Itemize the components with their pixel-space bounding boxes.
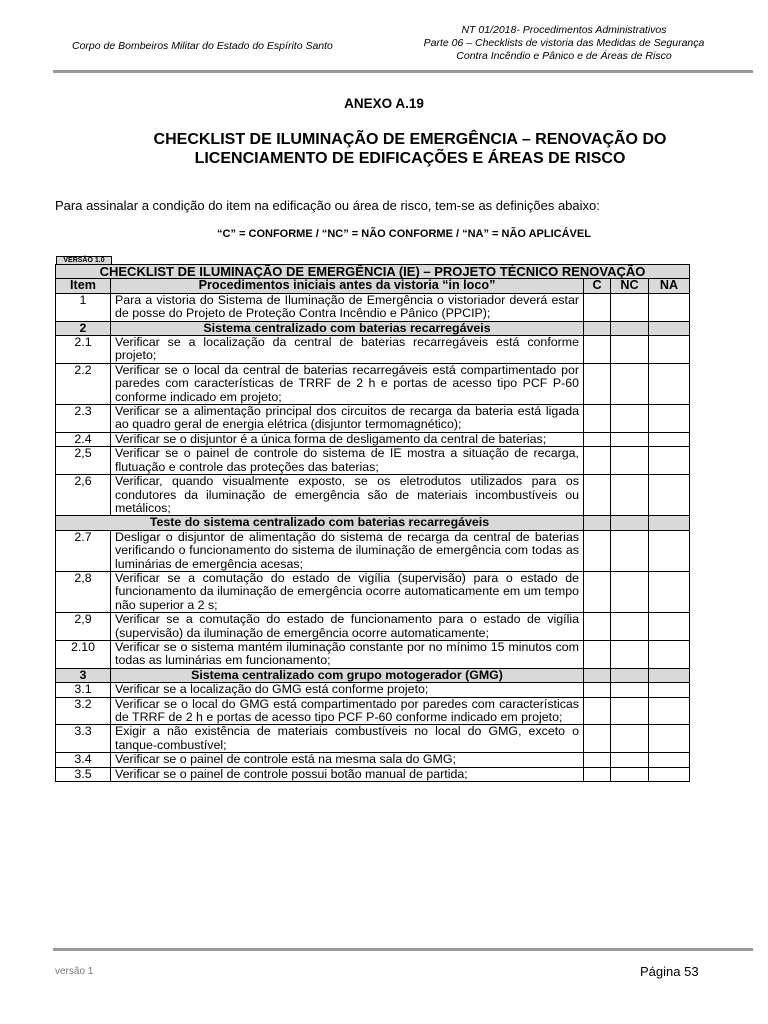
checkbox-cell-na[interactable] xyxy=(649,613,690,641)
document-title-line2: LICENCIAMENTO DE EDIFICAÇÕES E ÁREAS DE RISCO xyxy=(194,150,626,167)
intro-text: Para assinalar a condição do item na edificação ou área de risco, tem-se as definições abaixo: xyxy=(55,198,600,213)
item-number: 3.1 xyxy=(56,683,111,697)
checkbox-cell-c[interactable] xyxy=(584,753,611,767)
checkbox-cell-na[interactable] xyxy=(649,640,690,668)
table-row xyxy=(56,293,690,321)
checkbox-cell-nc[interactable] xyxy=(611,767,649,781)
checkbox-cell-na[interactable] xyxy=(649,293,690,321)
checkbox-cell-c[interactable] xyxy=(584,475,611,516)
section-cell-nc xyxy=(611,516,649,530)
checkbox-cell-nc[interactable] xyxy=(611,293,649,321)
table-title: CHECKLIST DE ILUMINAÇÃO DE EMERGÊNCIA (IE) – PROJETO TÉCNICO RENOVAÇÃO xyxy=(56,265,690,279)
header-nt-reference xyxy=(395,24,733,63)
table-row xyxy=(56,697,690,725)
section-row xyxy=(56,668,690,682)
checkbox-cell-nc[interactable] xyxy=(611,613,649,641)
header-nt-line2: Parte 06 – Checklists de vistoria das Medidas de Segurança xyxy=(423,37,705,49)
checkbox-cell-na[interactable] xyxy=(649,432,690,446)
checkbox-cell-na[interactable] xyxy=(649,571,690,612)
checkbox-cell-nc[interactable] xyxy=(611,640,649,668)
item-number: 2.7 xyxy=(56,530,111,571)
item-description: Verificar se a localização da central de baterias recarregáveis está conforme projeto; xyxy=(111,336,584,364)
item-number: 3.5 xyxy=(56,767,111,781)
checkbox-cell-nc[interactable] xyxy=(611,363,649,404)
checkbox-cell-nc[interactable] xyxy=(611,432,649,446)
checkbox-cell-na[interactable] xyxy=(649,363,690,404)
header-nt-line3: Contra Incêndio e Pânico e de Áreas de Risco xyxy=(456,50,672,62)
section-row xyxy=(56,516,690,530)
checkbox-cell-c[interactable] xyxy=(584,405,611,433)
column-header-procedures: Procedimentos iniciais antes da vistoria “in loco” xyxy=(111,279,584,293)
table-row xyxy=(56,753,690,767)
checkbox-cell-nc[interactable] xyxy=(611,530,649,571)
table-row xyxy=(56,571,690,612)
checkbox-cell-c[interactable] xyxy=(584,767,611,781)
item-description: Verificar se o painel de controle do sistema de IE mostra a situação de recarga, flutuação e controle das proteções das baterias; xyxy=(111,447,584,475)
checkbox-cell-na[interactable] xyxy=(649,725,690,753)
table-row xyxy=(56,475,690,516)
item-number: 2.4 xyxy=(56,432,111,446)
column-header-na: NA xyxy=(649,279,690,293)
checkbox-cell-na[interactable] xyxy=(649,405,690,433)
item-description: Verificar se o disjuntor é a única forma de desligamento da central de baterias; xyxy=(111,432,584,446)
item-description: Verificar, quando visualmente exposto, se os eletrodutos utilizados para os condutores da iluminação de emergência são de materiais incombustíveis ou metálicos; xyxy=(111,475,584,516)
item-description: Exigir a não existência de materiais combustíveis no local do GMG, exceto o tanque-combustível; xyxy=(111,725,584,753)
item-description: Verificar se o painel de controle está na mesma sala do GMG; xyxy=(111,753,584,767)
section-row xyxy=(56,321,690,335)
item-description: Verificar se a alimentação principal dos circuitos de recarga da bateria está ligada ao quadro geral de energia elétrica (disjuntor termomagnético); xyxy=(111,405,584,433)
item-number: 2.1 xyxy=(56,336,111,364)
item-description: Verificar se o local do GMG está compartimentado por paredes com características de TRRF de 2 h e portas de acesso tipo PCF P-60 conforme indicado em projeto; xyxy=(111,697,584,725)
column-header-c: C xyxy=(584,279,611,293)
section-number: 2 xyxy=(56,321,111,335)
item-description: Verificar se a comutação do estado de funcionamento para o estado de vigília (supervisão) da iluminação de emergência ocorre automaticamente; xyxy=(111,613,584,641)
table-row xyxy=(56,767,690,781)
table-row xyxy=(56,447,690,475)
item-number: 2.2 xyxy=(56,363,111,404)
item-number: 2.3 xyxy=(56,405,111,433)
table-header-row xyxy=(56,279,690,293)
checkbox-cell-nc[interactable] xyxy=(611,447,649,475)
item-description: Verificar se o sistema mantém iluminação constante por no mínimo 15 minutos com todas as luminárias em funcionamento; xyxy=(111,640,584,668)
checkbox-cell-c[interactable] xyxy=(584,613,611,641)
column-header-item: Item xyxy=(56,279,111,293)
item-description: Para a vistoria do Sistema de Iluminação de Emergência o vistoriador deverá estar de posse do Projeto de Proteção Contra Incêndio e Pânico (PPCIP); xyxy=(111,293,584,321)
item-description: Verificar se a localização do GMG está conforme projeto; xyxy=(111,683,584,697)
checkbox-cell-na[interactable] xyxy=(649,767,690,781)
header-nt-line1: NT 01/2018- Procedimentos Administrativos xyxy=(461,24,667,36)
item-number: 3.2 xyxy=(56,697,111,725)
checkbox-cell-na[interactable] xyxy=(649,530,690,571)
checkbox-cell-nc[interactable] xyxy=(611,475,649,516)
table-row xyxy=(56,640,690,668)
footer-divider xyxy=(53,948,753,951)
item-description: Verificar se a comutação do estado de vigília (supervisão) para o estado de funcionamento da iluminação de emergência ocorre automaticamente em um tempo não superior a 2 s; xyxy=(111,571,584,612)
item-number: 2.10 xyxy=(56,640,111,668)
item-number: 2,5 xyxy=(56,447,111,475)
checkbox-cell-na[interactable] xyxy=(649,753,690,767)
header-divider xyxy=(53,70,753,73)
table-row xyxy=(56,683,690,697)
table-row xyxy=(56,725,690,753)
section-cell-c xyxy=(584,321,611,335)
document-title xyxy=(90,130,730,168)
section-cell-c xyxy=(584,668,611,682)
table-row xyxy=(56,530,690,571)
table-row xyxy=(56,432,690,446)
footer-version: versão 1 xyxy=(55,966,94,977)
checkbox-cell-na[interactable] xyxy=(649,336,690,364)
annex-label: ANEXO A.19 xyxy=(344,96,424,111)
checkbox-cell-c[interactable] xyxy=(584,571,611,612)
item-number: 2,8 xyxy=(56,571,111,612)
checkbox-cell-c[interactable] xyxy=(584,447,611,475)
item-description: Verificar se o local da central de baterias recarregáveis está compartimentado por paredes com características de TRRF de 2 h e portas de acesso tipo PCF P-60 conforme indicado em projeto; xyxy=(111,363,584,404)
header-organization: Corpo de Bombeiros Militar do Estado do Espírito Santo xyxy=(72,40,333,52)
section-cell-na xyxy=(649,668,690,682)
checkbox-cell-na[interactable] xyxy=(649,683,690,697)
item-number: 2,9 xyxy=(56,613,111,641)
checkbox-cell-na[interactable] xyxy=(649,697,690,725)
checkbox-cell-c[interactable] xyxy=(584,683,611,697)
checkbox-cell-nc[interactable] xyxy=(611,697,649,725)
checkbox-cell-nc[interactable] xyxy=(611,336,649,364)
section-title: Sistema centralizado com baterias recarregáveis xyxy=(111,321,584,335)
checkbox-cell-c[interactable] xyxy=(584,336,611,364)
document-title-line1: CHECKLIST DE ILUMINAÇÃO DE EMERGÊNCIA – RENOVAÇÃO DO xyxy=(153,131,667,148)
checkbox-cell-c[interactable] xyxy=(584,432,611,446)
checkbox-cell-c[interactable] xyxy=(584,363,611,404)
section-number: 3 xyxy=(56,668,111,682)
section-title: Teste do sistema centralizado com baterias recarregáveis xyxy=(56,516,584,530)
checkbox-cell-nc[interactable] xyxy=(611,405,649,433)
checkbox-cell-na[interactable] xyxy=(649,475,690,516)
section-cell-nc xyxy=(611,668,649,682)
version-badge: VERSÃO 1.0 xyxy=(56,256,112,265)
item-number: 2,6 xyxy=(56,475,111,516)
item-description: Verificar se o painel de controle possui botão manual de partida; xyxy=(111,767,584,781)
section-cell-na xyxy=(649,321,690,335)
page-number: Página 53 xyxy=(640,964,699,979)
checkbox-cell-c[interactable] xyxy=(584,293,611,321)
table-row xyxy=(56,405,690,433)
item-number: 3.3 xyxy=(56,725,111,753)
table-title-row xyxy=(56,265,690,279)
checkbox-cell-c[interactable] xyxy=(584,640,611,668)
column-header-nc: NC xyxy=(611,279,649,293)
checkbox-cell-c[interactable] xyxy=(584,697,611,725)
section-title: Sistema centralizado com grupo motogerador (GMG) xyxy=(111,668,584,682)
legend-definitions: “C” = CONFORME / “NC” = NÃO CONFORME / “NA” = NÃO APLICÁVEL xyxy=(217,228,591,240)
checkbox-cell-nc[interactable] xyxy=(611,725,649,753)
section-cell-c xyxy=(584,516,611,530)
section-cell-nc xyxy=(611,321,649,335)
checkbox-cell-nc[interactable] xyxy=(611,571,649,612)
table-row xyxy=(56,336,690,364)
item-number: 3.4 xyxy=(56,753,111,767)
checklist-table xyxy=(55,264,690,782)
checkbox-cell-nc[interactable] xyxy=(611,753,649,767)
item-description: Desligar o disjuntor de alimentação do sistema de recarga da central de baterias verificando o funcionamento do sistema de iluminação de emergência com todas as luminárias de emergência acesas; xyxy=(111,530,584,571)
checkbox-cell-c[interactable] xyxy=(584,725,611,753)
table-row xyxy=(56,613,690,641)
checkbox-cell-c[interactable] xyxy=(584,530,611,571)
table-row xyxy=(56,363,690,404)
item-number: 1 xyxy=(56,293,111,321)
section-cell-na xyxy=(649,516,690,530)
checkbox-cell-na[interactable] xyxy=(649,447,690,475)
checkbox-cell-nc[interactable] xyxy=(611,683,649,697)
